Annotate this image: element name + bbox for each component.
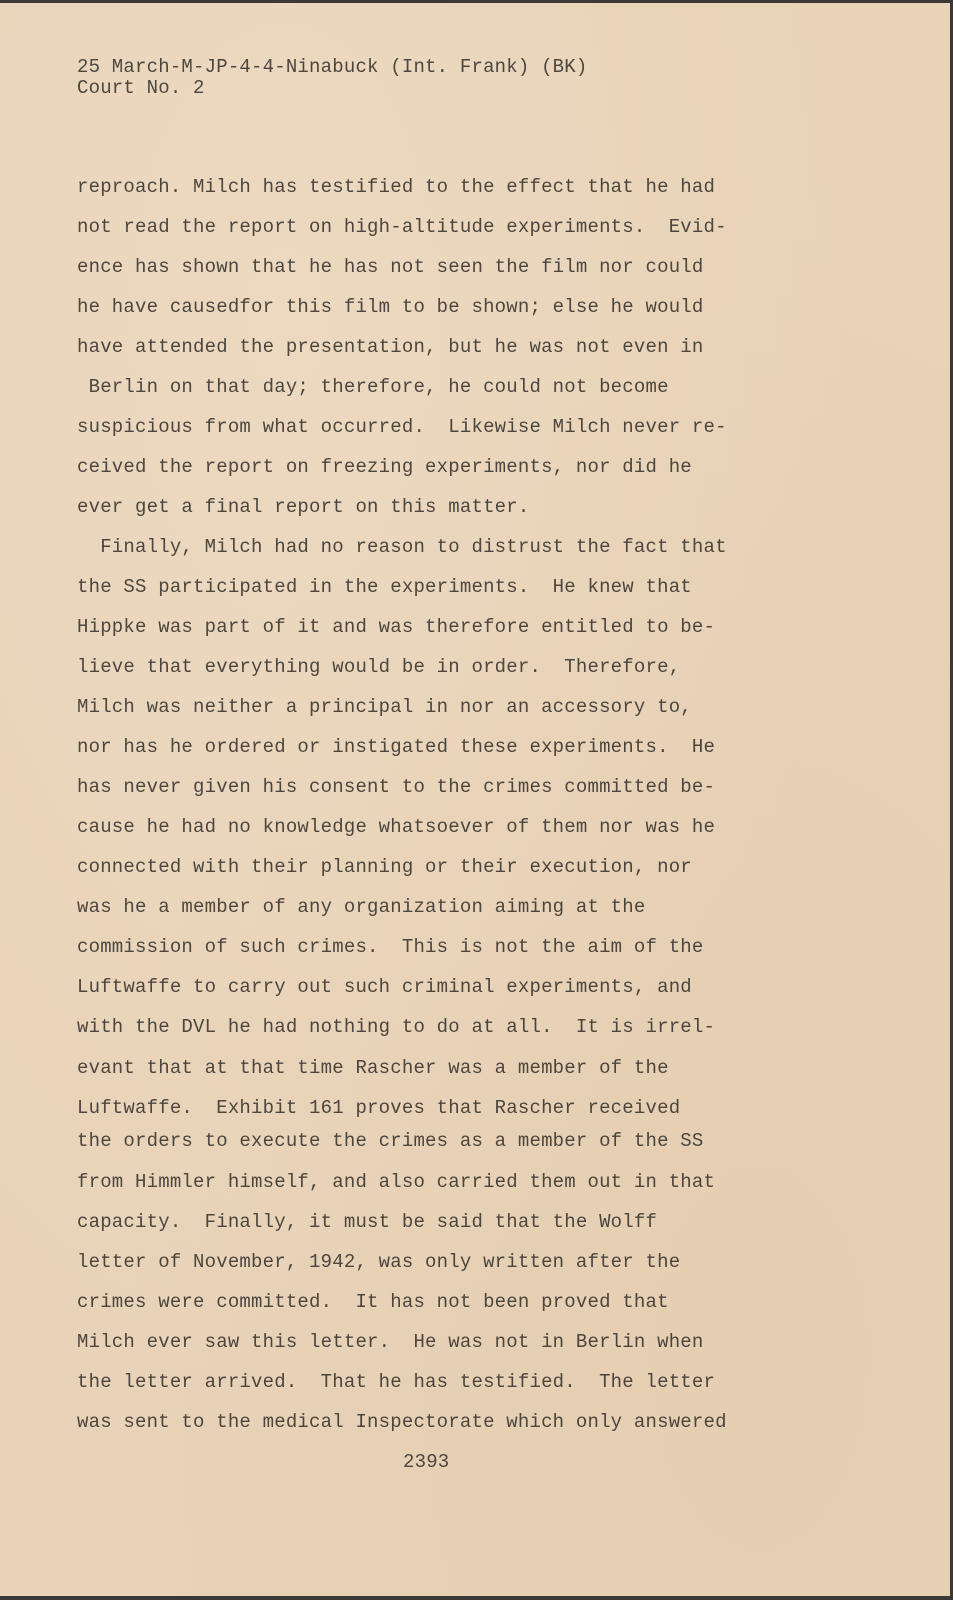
body-line: reproach. Milch has testified to the effect that he had (77, 176, 716, 198)
body-line: nor has he ordered or instigated these experiments. He (77, 736, 716, 758)
body-line: Luftwaffe. Exhibit 161 proves that Rascher received (77, 1097, 681, 1119)
body-line: with the DVL he had nothing to do at all. It is irrel- (77, 1016, 716, 1038)
body-line: capacity. Finally, it must be said that the Wolff (77, 1211, 658, 1233)
body-line: Milch ever saw this letter. He was not in Berlin when (77, 1331, 704, 1353)
body-line: cause he had no knowledge whatsoever of them nor was he (77, 816, 716, 838)
body-line: letter of November, 1942, was only written after the (77, 1251, 681, 1273)
body-line: Berlin on that day; therefore, he could not become (77, 376, 669, 398)
body-line: have attended the presentation, but he was not even in (77, 336, 704, 358)
page-number: 2393 (403, 1451, 450, 1473)
body-line: evant that at that time Rascher was a member of the (77, 1057, 669, 1079)
body-line: suspicious from what occurred. Likewise Milch never re- (77, 416, 727, 438)
body-line: connected with their planning or their execution, nor (77, 856, 692, 878)
header-court-line: Court No. 2 (77, 77, 205, 99)
body-line: lieve that everything would be in order. Therefore, (77, 656, 681, 678)
body-line: crimes were committed. It has not been proved that (77, 1291, 669, 1313)
body-line: ence has shown that he has not seen the film nor could (77, 256, 704, 278)
body-line: from Himmler himself, and also carried them out in that (77, 1171, 716, 1193)
body-line: Hippke was part of it and was therefore entitled to be- (77, 616, 716, 638)
header-docket-line: 25 March-M-JP-4-4-Ninabuck (Int. Frank) (BK) (77, 56, 588, 78)
body-line: Milch was neither a principal in nor an accessory to, (77, 696, 692, 718)
body-line: Finally, Milch had no reason to distrust the fact that (77, 536, 727, 558)
body-line: ceived the report on freezing experiments, nor did he (77, 456, 692, 478)
body-line: not read the report on high-altitude experiments. Evid- (77, 216, 727, 238)
body-line: was sent to the medical Inspectorate which only answered (77, 1411, 727, 1433)
body-line: the orders to execute the crimes as a member of the SS (77, 1130, 704, 1152)
body-line: has never given his consent to the crimes committed be- (77, 776, 716, 798)
body-line: the letter arrived. That he has testified. The letter (77, 1371, 716, 1393)
body-line: the SS participated in the experiments. He knew that (77, 576, 692, 598)
body-line: Luftwaffe to carry out such criminal experiments, and (77, 976, 692, 998)
document-page (0, 3, 950, 1596)
body-line: was he a member of any organization aiming at the (77, 896, 646, 918)
body-line: he have causedfor this film to be shown; else he would (77, 296, 704, 318)
body-line: ever get a final report on this matter. (77, 496, 530, 518)
body-line: commission of such crimes. This is not the aim of the (77, 936, 704, 958)
